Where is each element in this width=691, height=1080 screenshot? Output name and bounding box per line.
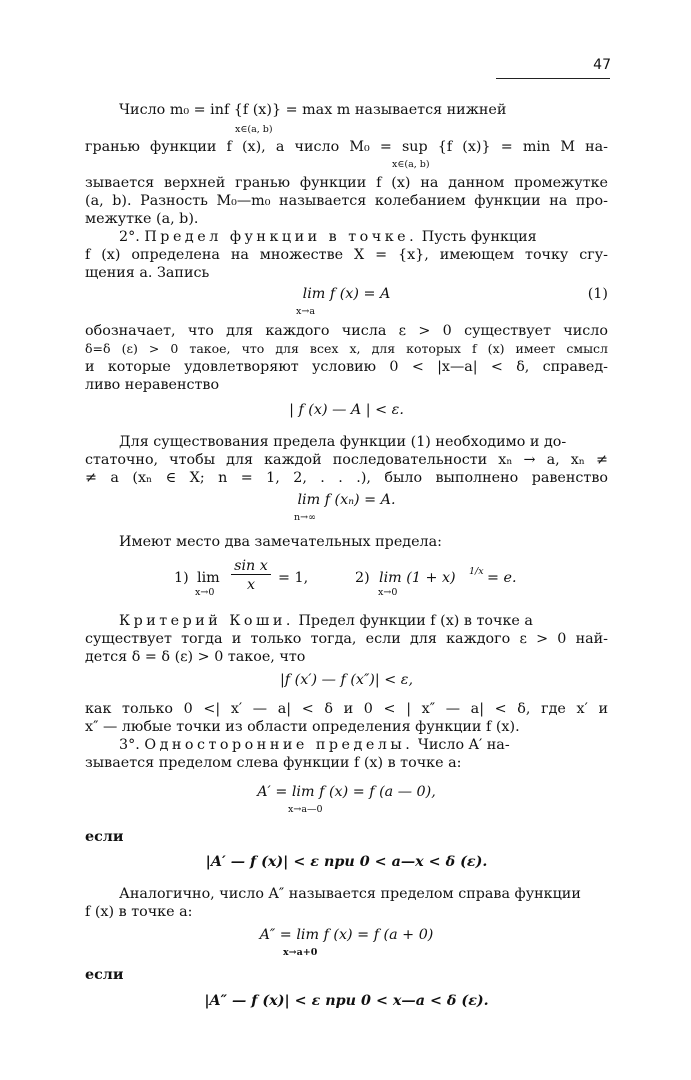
subscript: x∈(a, b) [235, 124, 273, 135]
equation-number: (1) [587, 286, 608, 302]
equation-2: | f (x) — A | < ε. [289, 402, 404, 418]
text-line: Критерий Коши. Предел функции f (x) в точке a [119, 613, 533, 629]
subscript: n→∞ [294, 512, 316, 523]
subscript: x→a+0 [283, 947, 318, 958]
equation-6: A′ = lim f (x) = f (a — 0), [257, 784, 436, 800]
subscript: x→a—0 [288, 804, 323, 815]
text-line: ливо неравенство [85, 377, 220, 393]
text-line: и которые удовлетворяют условию 0 < |x—a| < δ, справед- [85, 359, 608, 375]
text-line: Для существования предела функции (1) необходимо и до- [119, 434, 567, 450]
text-line: δ=δ (ε) > 0 такое, что для всех x, для которых f (x) имеет смысл [85, 341, 608, 356]
text-line: ≠ a (xₙ ∈ X; n = 1, 2, . . .), было выполнено равенство [85, 470, 608, 486]
text-line: зывается пределом слева функции f (x) в точке a: [85, 755, 462, 771]
section-heading: 3°. Односторонние пределы. Число A′ на- [119, 737, 510, 753]
equation-3: lim f (xₙ) = A. [297, 492, 396, 508]
text-line: если [85, 967, 124, 983]
text-line: щения a. Запись [85, 265, 210, 281]
text-line: f (x) определена на множестве X = {x}, имеющем точку сгу- [85, 247, 608, 263]
text-line: существует тогда и только тогда, если для каждого ε > 0 най- [85, 631, 608, 647]
text-line: как только 0 <| x′ — a| < δ и 0 < | x″ — a| < δ, где x′ и [85, 701, 608, 717]
equation-5: |f (x′) — f (x″)| < ε, [279, 672, 413, 688]
text-line: зывается верхней гранью функции f (x) на данном промежутке [85, 175, 608, 191]
equation-1: lim f (x) = A (1) [302, 286, 608, 302]
text-line: f (x) в точке a: [85, 904, 193, 920]
equation-7: |A′ — f (x)| < ε при 0 < a—x < δ (ε). [205, 854, 488, 870]
equation-9: |A″ — f (x)| < ε при 0 < x—a < δ (ε). [204, 993, 489, 1009]
text-line: межутке (a, b). [85, 211, 199, 227]
subscript: x∈(a, b) [392, 159, 430, 170]
text-line: гранью функции f (x), а число M₀ = sup {f (x)} = min M на- [85, 139, 608, 155]
text-line: статочно, чтобы для каждой последовательности xₙ → a, xₙ ≠ [85, 452, 608, 468]
equation-4: 1) lim x→0 sin x x = 1, 2) lim (1 + x) 1/x = e. x→0 [174, 558, 517, 598]
text-line: обозначает, что для каждого числа ε > 0 существует число [85, 323, 608, 339]
header-rule [496, 78, 610, 79]
text-line: x″ — любые точки из области определения функции f (x). [85, 719, 520, 735]
section-heading: 2°. Предел функции в точке. Пусть функция [119, 229, 537, 245]
text-line: Аналогично, число A″ называется пределом справа функции [119, 886, 581, 902]
text-line: если [85, 829, 124, 845]
page-number: 47 [593, 57, 611, 73]
equation-8: A″ = lim f (x) = f (a + 0) [259, 927, 434, 943]
subscript: x→a [296, 306, 315, 317]
text-line: Число m₀ = inf {f (x)} = max m называется нижней [119, 102, 507, 118]
text-line: дется δ = δ (ε) > 0 такое, что [85, 649, 306, 665]
text-line: Имеют место два замечательных предела: [119, 534, 442, 550]
text-line: (a, b). Разность M₀—m₀ называется колебанием функции на про- [85, 193, 608, 209]
